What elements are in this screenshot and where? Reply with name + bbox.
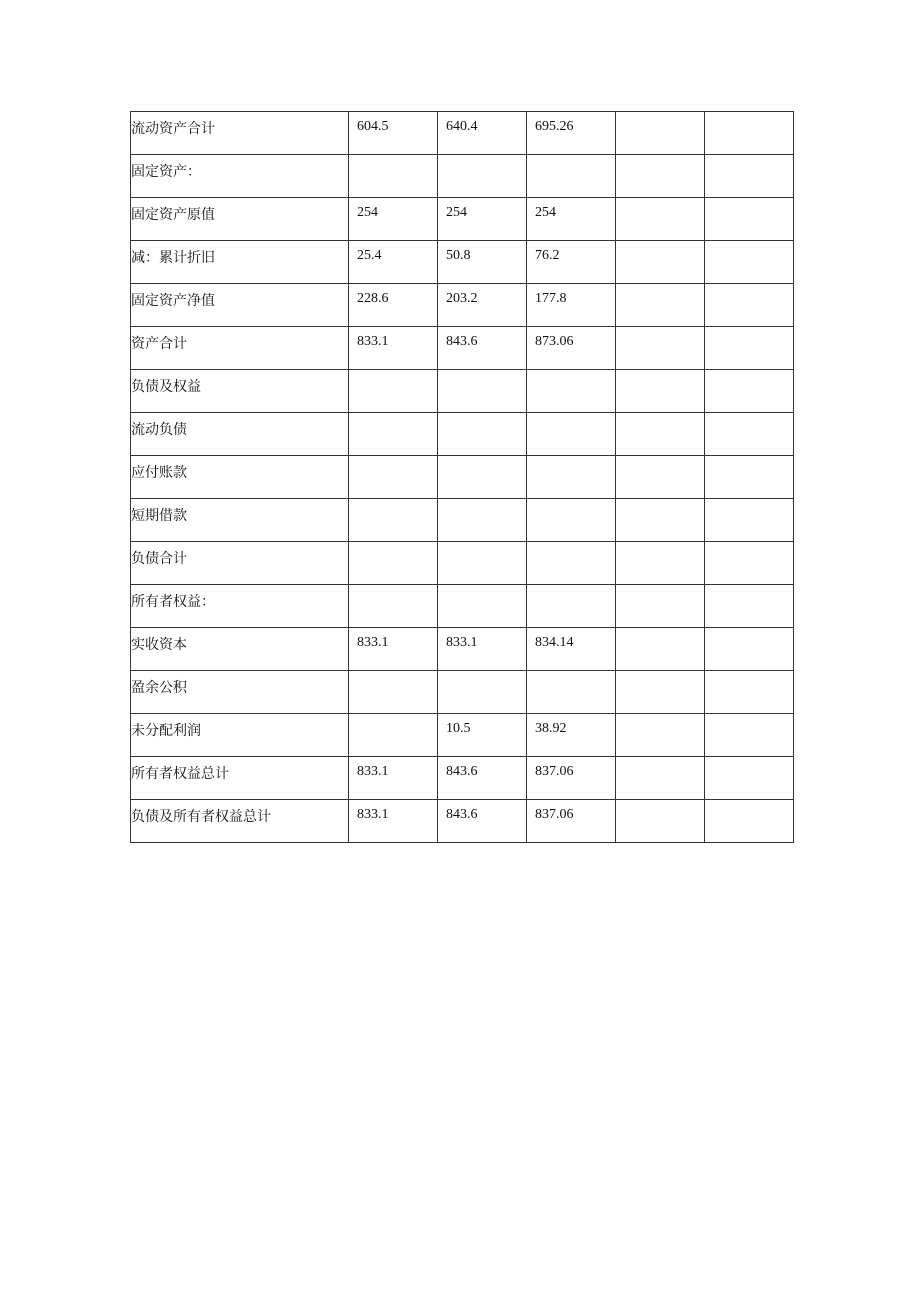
value-cell	[527, 671, 616, 714]
value-cell	[616, 499, 705, 542]
value-cell	[616, 585, 705, 628]
value-cell: 604.5	[349, 112, 438, 155]
value-cell	[438, 499, 527, 542]
row-label: 所有者权益：	[131, 585, 349, 628]
value-cell	[349, 671, 438, 714]
value-cell	[616, 628, 705, 671]
balance-sheet-table	[130, 111, 794, 843]
value-cell	[616, 370, 705, 413]
value-cell: 25.4	[349, 241, 438, 284]
balance-sheet-body	[131, 112, 794, 843]
row-label: 流动资产合计	[131, 112, 349, 155]
row-label: 资产合计	[131, 327, 349, 370]
value-cell	[705, 327, 794, 370]
value-cell: 843.6	[438, 800, 527, 843]
value-cell	[616, 198, 705, 241]
table-row	[131, 499, 794, 542]
value-cell: 837.06	[527, 800, 616, 843]
value-cell	[616, 112, 705, 155]
value-cell: 50.8	[438, 241, 527, 284]
value-cell: 203.2	[438, 284, 527, 327]
value-cell	[705, 542, 794, 585]
value-cell: 254	[438, 198, 527, 241]
row-label: 未分配利润	[131, 714, 349, 757]
value-cell	[438, 155, 527, 198]
value-cell	[705, 112, 794, 155]
value-cell: 76.2	[527, 241, 616, 284]
value-cell: 843.6	[438, 327, 527, 370]
value-cell	[705, 585, 794, 628]
value-cell	[349, 456, 438, 499]
value-cell: 833.1	[349, 628, 438, 671]
table-row	[131, 671, 794, 714]
table-row	[131, 585, 794, 628]
row-label: 盈余公积	[131, 671, 349, 714]
value-cell	[705, 714, 794, 757]
value-cell: 833.1	[349, 757, 438, 800]
row-label: 应付账款	[131, 456, 349, 499]
value-cell: 10.5	[438, 714, 527, 757]
table-row	[131, 456, 794, 499]
table-row	[131, 800, 794, 843]
value-cell	[705, 198, 794, 241]
row-label: 流动负债	[131, 413, 349, 456]
value-cell	[616, 413, 705, 456]
table-row	[131, 155, 794, 198]
value-cell	[438, 585, 527, 628]
value-cell	[438, 456, 527, 499]
value-cell	[616, 800, 705, 843]
table-row	[131, 542, 794, 585]
row-label: 短期借款	[131, 499, 349, 542]
value-cell: 834.14	[527, 628, 616, 671]
value-cell: 254	[349, 198, 438, 241]
value-cell	[349, 585, 438, 628]
value-cell	[705, 671, 794, 714]
row-label: 固定资产原值	[131, 198, 349, 241]
value-cell	[438, 370, 527, 413]
value-cell	[527, 499, 616, 542]
row-label: 实收资本	[131, 628, 349, 671]
value-cell: 833.1	[349, 800, 438, 843]
row-label: 减：累计折旧	[131, 241, 349, 284]
value-cell	[349, 413, 438, 456]
value-cell	[705, 413, 794, 456]
value-cell	[349, 542, 438, 585]
value-cell	[616, 671, 705, 714]
value-cell	[616, 456, 705, 499]
value-cell	[349, 155, 438, 198]
value-cell	[705, 628, 794, 671]
value-cell: 843.6	[438, 757, 527, 800]
value-cell	[616, 757, 705, 800]
value-cell	[349, 370, 438, 413]
value-cell	[527, 542, 616, 585]
value-cell: 837.06	[527, 757, 616, 800]
table-row	[131, 241, 794, 284]
value-cell	[527, 456, 616, 499]
value-cell	[705, 241, 794, 284]
value-cell	[705, 499, 794, 542]
value-cell	[527, 413, 616, 456]
value-cell	[527, 585, 616, 628]
value-cell: 873.06	[527, 327, 616, 370]
value-cell	[616, 542, 705, 585]
table-row	[131, 757, 794, 800]
table-row	[131, 714, 794, 757]
row-label: 负债合计	[131, 542, 349, 585]
value-cell	[705, 456, 794, 499]
value-cell	[616, 327, 705, 370]
table-row	[131, 628, 794, 671]
table-row	[131, 327, 794, 370]
value-cell	[349, 499, 438, 542]
value-cell: 38.92	[527, 714, 616, 757]
value-cell: 833.1	[438, 628, 527, 671]
table-row	[131, 413, 794, 456]
row-label: 负债及所有者权益总计	[131, 800, 349, 843]
value-cell	[527, 370, 616, 413]
value-cell	[438, 671, 527, 714]
table-row	[131, 284, 794, 327]
row-label: 所有者权益总计	[131, 757, 349, 800]
value-cell	[616, 284, 705, 327]
value-cell: 695.26	[527, 112, 616, 155]
value-cell	[438, 413, 527, 456]
row-label: 固定资产净值	[131, 284, 349, 327]
table-row	[131, 370, 794, 413]
value-cell: 833.1	[349, 327, 438, 370]
row-label: 负债及权益	[131, 370, 349, 413]
table-row	[131, 112, 794, 155]
value-cell	[527, 155, 616, 198]
value-cell	[705, 155, 794, 198]
value-cell	[438, 542, 527, 585]
row-label: 固定资产：	[131, 155, 349, 198]
value-cell	[705, 284, 794, 327]
value-cell	[705, 757, 794, 800]
value-cell: 228.6	[349, 284, 438, 327]
value-cell	[705, 800, 794, 843]
value-cell: 177.8	[527, 284, 616, 327]
value-cell	[705, 370, 794, 413]
value-cell	[616, 155, 705, 198]
value-cell	[616, 714, 705, 757]
value-cell	[349, 714, 438, 757]
value-cell: 254	[527, 198, 616, 241]
table-row	[131, 198, 794, 241]
value-cell	[616, 241, 705, 284]
value-cell: 640.4	[438, 112, 527, 155]
